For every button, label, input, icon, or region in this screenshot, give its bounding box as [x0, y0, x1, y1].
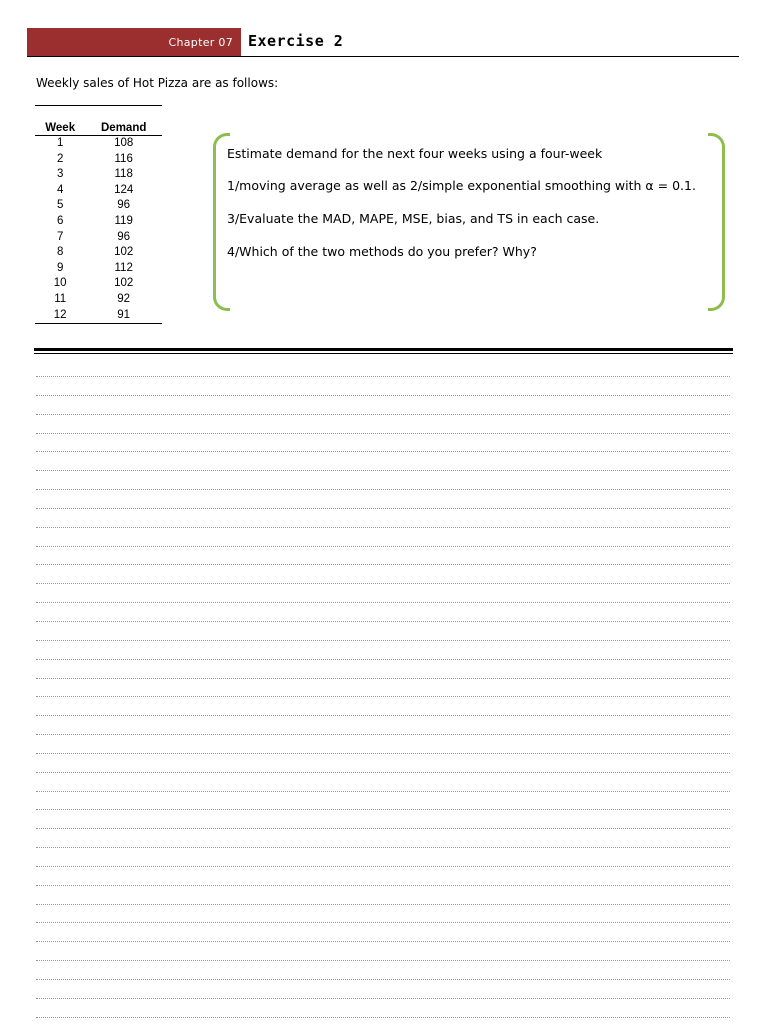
week-cell: 4: [56, 183, 64, 196]
writing-area[interactable]: [36, 376, 730, 1036]
table-row: [35, 308, 162, 324]
writing-line: [36, 659, 730, 660]
writing-line: [36, 508, 730, 509]
week-cell: 7: [56, 230, 64, 243]
writing-line: [36, 734, 730, 735]
demand-cell: 102: [114, 246, 134, 259]
table-row: [35, 292, 162, 308]
week-cell: 9: [56, 261, 64, 274]
writing-line: [36, 414, 730, 415]
writing-line: [36, 489, 730, 490]
writing-line: [36, 433, 730, 434]
week-cell: 12: [53, 308, 67, 321]
week-cell: 10: [53, 277, 67, 290]
table-row: [35, 261, 162, 277]
table-row: [35, 198, 162, 214]
header-rule: [27, 56, 739, 57]
week-cell: 5: [56, 199, 64, 212]
demand-cell: 116: [114, 152, 133, 165]
task-box: [213, 133, 725, 307]
writing-line: [36, 546, 730, 547]
writing-line: [36, 678, 730, 679]
writing-line: [36, 847, 730, 848]
table-row: [35, 136, 162, 152]
writing-line: [36, 772, 730, 773]
writing-line: [36, 715, 730, 716]
demand-cell: 118: [114, 168, 133, 181]
writing-line: [36, 602, 730, 603]
demand-cell: 96: [117, 199, 131, 212]
table-row: [35, 214, 162, 230]
task-line-2: 1/moving average as well as 2/simple exponential smoothing with α = 0.1.: [227, 178, 696, 193]
chapter-label: Chapter 07: [168, 36, 233, 49]
table-row: [35, 152, 162, 168]
writing-line: [36, 922, 730, 923]
writing-line: [36, 753, 730, 754]
table-row: [35, 245, 162, 261]
table-row: [35, 230, 162, 246]
week-cell: 6: [56, 214, 64, 227]
column-header-demand: Demand: [85, 106, 162, 136]
intro-text: Weekly sales of Hot Pizza are as follows:: [36, 76, 279, 90]
chapter-header-bar: [27, 28, 241, 57]
demand-cell: 92: [117, 292, 131, 305]
right-bracket: [708, 133, 725, 311]
writing-line: [36, 564, 730, 565]
week-cell: 3: [56, 168, 64, 181]
table-body: [35, 136, 162, 324]
writing-line: [36, 904, 730, 905]
table-header-row: [35, 106, 162, 136]
task-line-1: Estimate demand for the next four weeks using a four-week: [227, 146, 603, 161]
writing-line: [36, 828, 730, 829]
writing-line: [36, 866, 730, 867]
writing-line: [36, 527, 730, 528]
week-cell: 2: [56, 152, 64, 165]
writing-line: [36, 1017, 730, 1018]
table-row: [35, 167, 162, 183]
writing-line: [36, 941, 730, 942]
week-cell: 8: [56, 246, 64, 259]
writing-line: [36, 791, 730, 792]
demand-cell: 108: [114, 137, 134, 149]
writing-line: [36, 376, 730, 377]
writing-line: [36, 451, 730, 452]
writing-line: [36, 395, 730, 396]
weekly-demand-table: [35, 105, 162, 324]
demand-cell: 96: [117, 230, 131, 243]
column-header-week: Week: [35, 106, 85, 136]
writing-line: [36, 885, 730, 886]
writing-line: [36, 470, 730, 471]
writing-line: [36, 998, 730, 999]
writing-line: [36, 640, 730, 641]
demand-cell: 91: [117, 308, 131, 321]
writing-line: [36, 979, 730, 980]
week-cell: 11: [54, 292, 67, 305]
writing-line: [36, 960, 730, 961]
demand-cell: 124: [114, 183, 134, 196]
writing-line: [36, 621, 730, 622]
writing-line: [36, 696, 730, 697]
demand-cell: 112: [114, 261, 133, 274]
writing-line: [36, 809, 730, 810]
task-line-3: 3/Evaluate the MAD, MAPE, MSE, bias, and TS in each case.: [227, 211, 600, 226]
section-divider-thick: [34, 348, 733, 351]
writing-line: [36, 583, 730, 584]
section-divider-thin: [34, 353, 733, 354]
table-row: [35, 276, 162, 292]
demand-cell: 102: [114, 277, 134, 290]
task-line-4: 4/Which of the two methods do you prefer? Why?: [227, 244, 537, 259]
week-cell: 1: [56, 137, 64, 149]
demand-cell: 119: [114, 214, 133, 227]
exercise-title: Exercise 2: [248, 32, 344, 50]
table-row: [35, 183, 162, 199]
